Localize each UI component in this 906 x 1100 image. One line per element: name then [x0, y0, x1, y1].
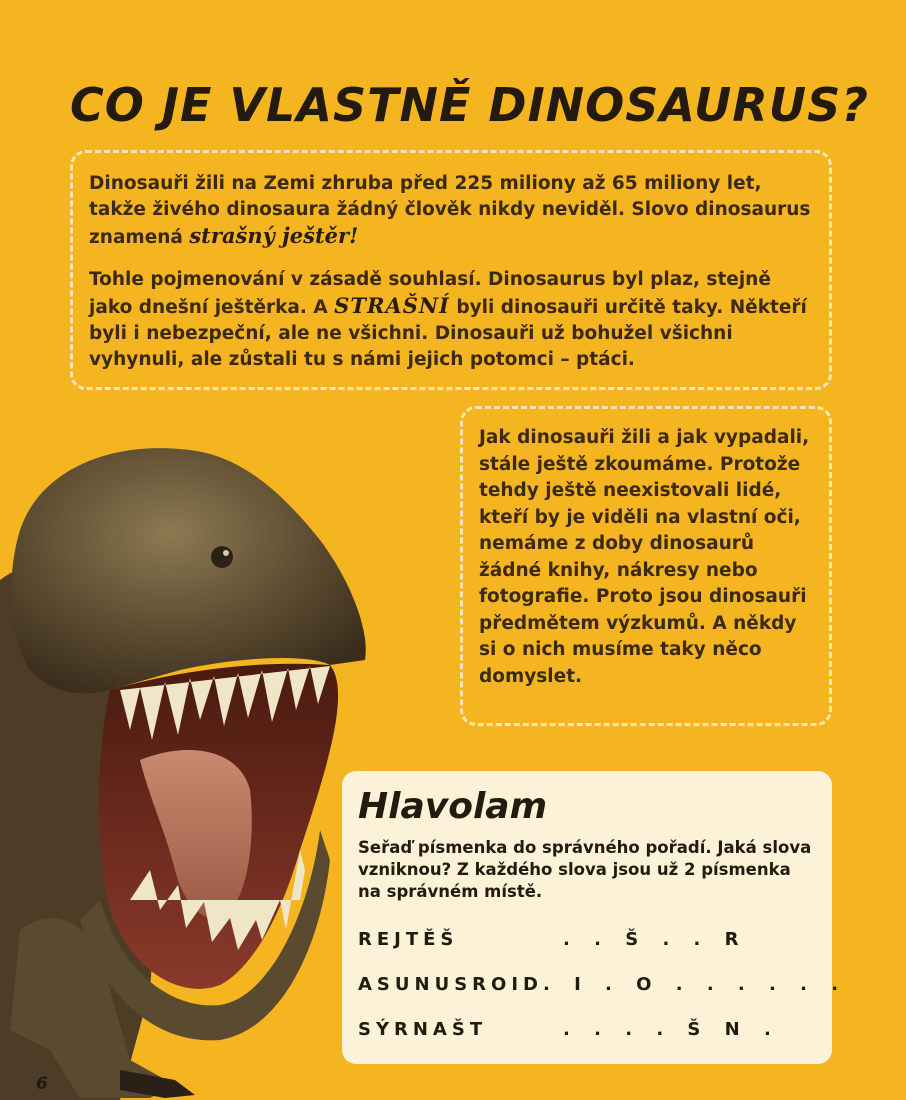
puzzle-word-row: [358, 962, 848, 1007]
scrambled-word: SÝRNAŠT: [358, 1019, 488, 1040]
answer-pattern: . I . O . . . . . .: [542, 974, 848, 995]
answer-pattern: . . . . Š N .: [563, 1019, 780, 1040]
intro-box: [70, 150, 832, 390]
puzzle-word-row: [358, 917, 816, 962]
page-number: 6: [36, 1074, 48, 1094]
page-title: CO JE VLASTNĚ DINOSAURUS?: [70, 78, 869, 132]
puzzle-instructions: Seřaď písmenka do správného pořadí. Jaká slova vzniknou? Z každého slova jsou už 2 písmenka na správném místě.: [358, 838, 812, 901]
answer-pattern: . . Š . . R: [563, 929, 748, 950]
puzzle-word-row: [358, 1007, 816, 1052]
intro-p1-text: Dinosauři žili na Zemi zhruba před 225 miliony až 65 miliony let, takže živého dinosaura žádný člověk nikdy neviděl. Slovo dinosaurus znamená: [89, 173, 811, 248]
t-rex-eye: [211, 546, 233, 568]
intro-p1-accent: strašný ještěr!: [189, 223, 359, 248]
puzzle-box: [342, 771, 848, 1064]
t-rex-head: [11, 448, 365, 693]
puzzle-title: Hlavolam: [358, 786, 548, 827]
intro-p2-after: byli dinosauři určitě taky. Někteří byli i nebezpeční, ale ne všichni. Dinosauři už bohužel všichni vyhynuli, ale zůstali tu s námi jejich potomci – ptáci.: [89, 297, 807, 370]
intro-p2-accent: STRAŠNÍ: [334, 293, 450, 318]
scrambled-word: REJTĚŠ: [358, 929, 459, 950]
puzzle-word-list: [358, 917, 848, 1052]
research-box: [460, 406, 832, 726]
research-text: Jak dinosauři žili a jak vypadali, stále ještě zkoumáme. Protože tehdy ještě neexistovali lidé, kteří by je viděli na vlastní oči, nemáme z doby dinosaurů žádné knihy, nákresy nebo fotografie. Proto jsou dinosauři předmětem výzkumů. A někdy si o nich musíme taky něco domyslet.: [479, 427, 810, 687]
intro-paragraph-1: [89, 171, 813, 251]
intro-paragraph-2: [89, 267, 813, 373]
intro-p2-before: Tohle pojmenování v zásadě souhlasí. Dinosaurus byl plaz, stejně jako dnešní ještěrka. A: [89, 269, 771, 318]
scrambled-word: ASUNUSROID: [358, 974, 543, 995]
